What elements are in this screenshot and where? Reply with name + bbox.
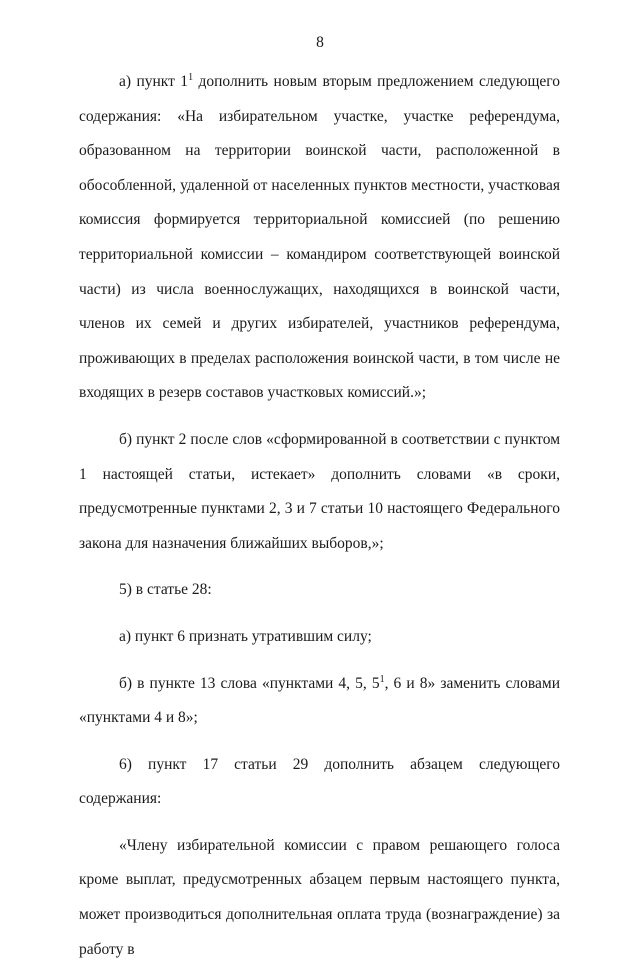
text-run: б) пункт 2 после слов «сформированной в соответствии с пунктом 1 настоящей статьи, истекает» дополнить словами «в сроки, предусмотренные пунктами 2, 3 и 7 статьи 10 настоящего Федерального закона для назначения ближайших выборов,»; — [79, 430, 560, 552]
paragraph-p5 — [79, 667, 560, 736]
paragraph-p1 — [79, 65, 560, 411]
text-run: б) в пункте 13 слова «пунктами 4, 5, 5 — [119, 674, 380, 692]
text-run: , 6 и 8» заменить словами «пунктами 4 и 8»; — [79, 674, 560, 727]
document-body — [79, 65, 560, 967]
superscript: 1 — [379, 673, 385, 685]
paragraph-p7 — [79, 829, 560, 967]
page-number: 8 — [316, 34, 324, 51]
text-run: дополнить новым вторым предложением следующего содержания: «На избирательном участке, участке референдума, образованном на территории воинской части, расположенной в обособленной, удаленной от населенных пунктов местности, участковая комиссия формируется территориальной комиссией (по решению территориальной комиссии – командиром соответствующей воинской части) из числа военнослужащих, находящихся в воинской части, членов их семей и других избирателей, участников референдума, проживающих в пределах расположения воинской части, в том числе не входящих в резерв составов участковых комиссий.»; — [79, 73, 560, 402]
text-run: 6) пункт 17 статьи 29 дополнить абзацем следующего содержания: — [79, 755, 560, 808]
paragraph-p2 — [79, 423, 560, 561]
paragraph-p4 — [79, 620, 560, 655]
text-run: 5) в статье 28: — [119, 581, 212, 599]
text-run: «Члену избирательной комиссии с правом решающего голоса кроме выплат, предусмотренных абзацем первым настоящего пункта, может производиться дополнительная оплата труда (вознаграждение) за работу в — [79, 836, 560, 958]
text-run: а) пункт 1 — [119, 73, 189, 90]
text-run: а) пункт 6 признать утратившим силу; — [119, 627, 372, 645]
superscript: 1 — [188, 72, 194, 83]
paragraph-p3 — [79, 573, 560, 608]
paragraph-p6 — [79, 748, 560, 817]
